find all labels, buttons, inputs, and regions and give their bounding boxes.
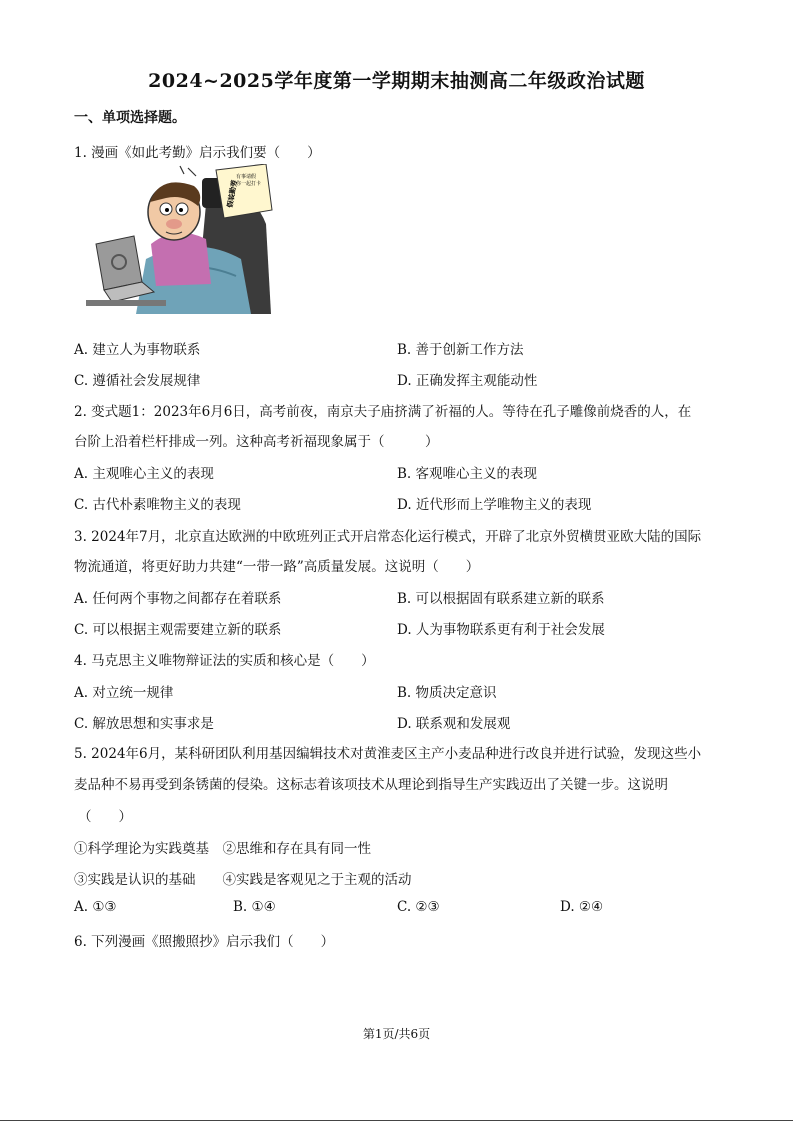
q4-option-d[interactable]: D. 联系观和发展观 (397, 716, 511, 732)
q2-option-d[interactable]: D. 近代形而上学唯物主义的表现 (397, 497, 592, 513)
q4-option-b[interactable]: B. 物质决定意识 (397, 685, 497, 701)
question-3-stem-line1: 3. 2024年7月，北京直达欧洲的中欧班列正式开启常态化运行模式，开辟了北京外贸横贯亚欧大陆的国际 (74, 529, 702, 545)
q2-option-c[interactable]: C. 古代朴素唯物主义的表现 (74, 497, 241, 513)
q4-option-a[interactable]: A. 对立统一规律 (74, 685, 174, 701)
question-2-stem-line1: 2. 变式题1：2023年6月6日，高考前夜，南京夫子庙挤满了祈福的人。等待在孔子雕像前烧香的人，在 (74, 404, 692, 420)
section-heading: 一、单项选择题。 (74, 110, 186, 126)
q2-option-b[interactable]: B. 客观唯心主义的表现 (397, 466, 538, 482)
cartoon-text-1: 有事请假 (235, 174, 257, 180)
q3-option-b[interactable]: B. 可以根据固有联系建立新的联系 (397, 591, 605, 607)
q3-option-d[interactable]: D. 人为事物联系更有利于社会发展 (397, 622, 605, 638)
q1-option-a[interactable]: A. 建立人为事物联系 (74, 342, 201, 358)
q5-option-d[interactable]: D. ②④ (560, 899, 604, 915)
cartoon-text-0: 假装勤劳 (226, 179, 239, 209)
question-5-stem-line2: 麦品种不易再受到条锈菌的侵染。这标志着该项技术从理论到指导生产实践迈出了关键一步。这说明 (74, 777, 668, 793)
q1-option-c[interactable]: C. 遵循社会发展规律 (74, 373, 201, 389)
q3-option-c[interactable]: C. 可以根据主观需要建立新的联系 (74, 622, 282, 638)
page-title: 2024~2025学年度第一学期期末抽测高二年级政治试题 (148, 70, 645, 92)
q1-option-b[interactable]: B. 善于创新工作方法 (397, 342, 524, 358)
q2-option-a[interactable]: A. 主观唯心主义的表现 (74, 466, 214, 482)
question-4-stem: 4. 马克思主义唯物辩证法的实质和核心是（ ） (74, 653, 375, 669)
q5-statements-line1: ①科学理论为实践奠基 ②思维和存在具有同一性 (74, 841, 371, 857)
q1-option-d[interactable]: D. 正确发挥主观能动性 (397, 373, 538, 389)
q5-option-b[interactable]: B. ①④ (233, 899, 276, 915)
q5-statements-line2: ③实践是认识的基础 ④实践是客观见之于主观的活动 (74, 872, 412, 888)
question-5-stem-line1: 5. 2024年6月，某科研团队利用基因编辑技术对黄淮麦区主产小麦品种进行改良并进行试验，发现这些小 (74, 746, 702, 762)
question-6-stem: 6. 下列漫画《照搬照抄》启示我们（ ） (74, 934, 335, 950)
attendance-cartoon-image (76, 164, 286, 314)
question-3-stem-line2: 物流通道，将更好助力共建“一带一路”高质量发展。这说明（ ） (74, 559, 480, 575)
question-5-stem-line3: （ ） (78, 809, 132, 825)
bottom-divider (0, 1120, 793, 1121)
q4-option-c[interactable]: C. 解放思想和实事求是 (74, 716, 214, 732)
q5-option-a[interactable]: A. ①③ (74, 899, 117, 915)
question-2-stem-line2: 台阶上沿着栏杆排成一列。这种高考祈福现象属于（ ） (74, 434, 439, 450)
q5-option-c[interactable]: C. ②③ (397, 899, 440, 915)
question-1-stem: 1. 漫画《如此考勤》启示我们要（ ） (74, 145, 321, 161)
q3-option-a[interactable]: A. 任何两个事物之间都存在着联系 (74, 591, 282, 607)
page-footer: 第1页/共6页 (362, 1027, 431, 1041)
cartoon-text-2: 帮你一起打卡 (230, 181, 262, 187)
